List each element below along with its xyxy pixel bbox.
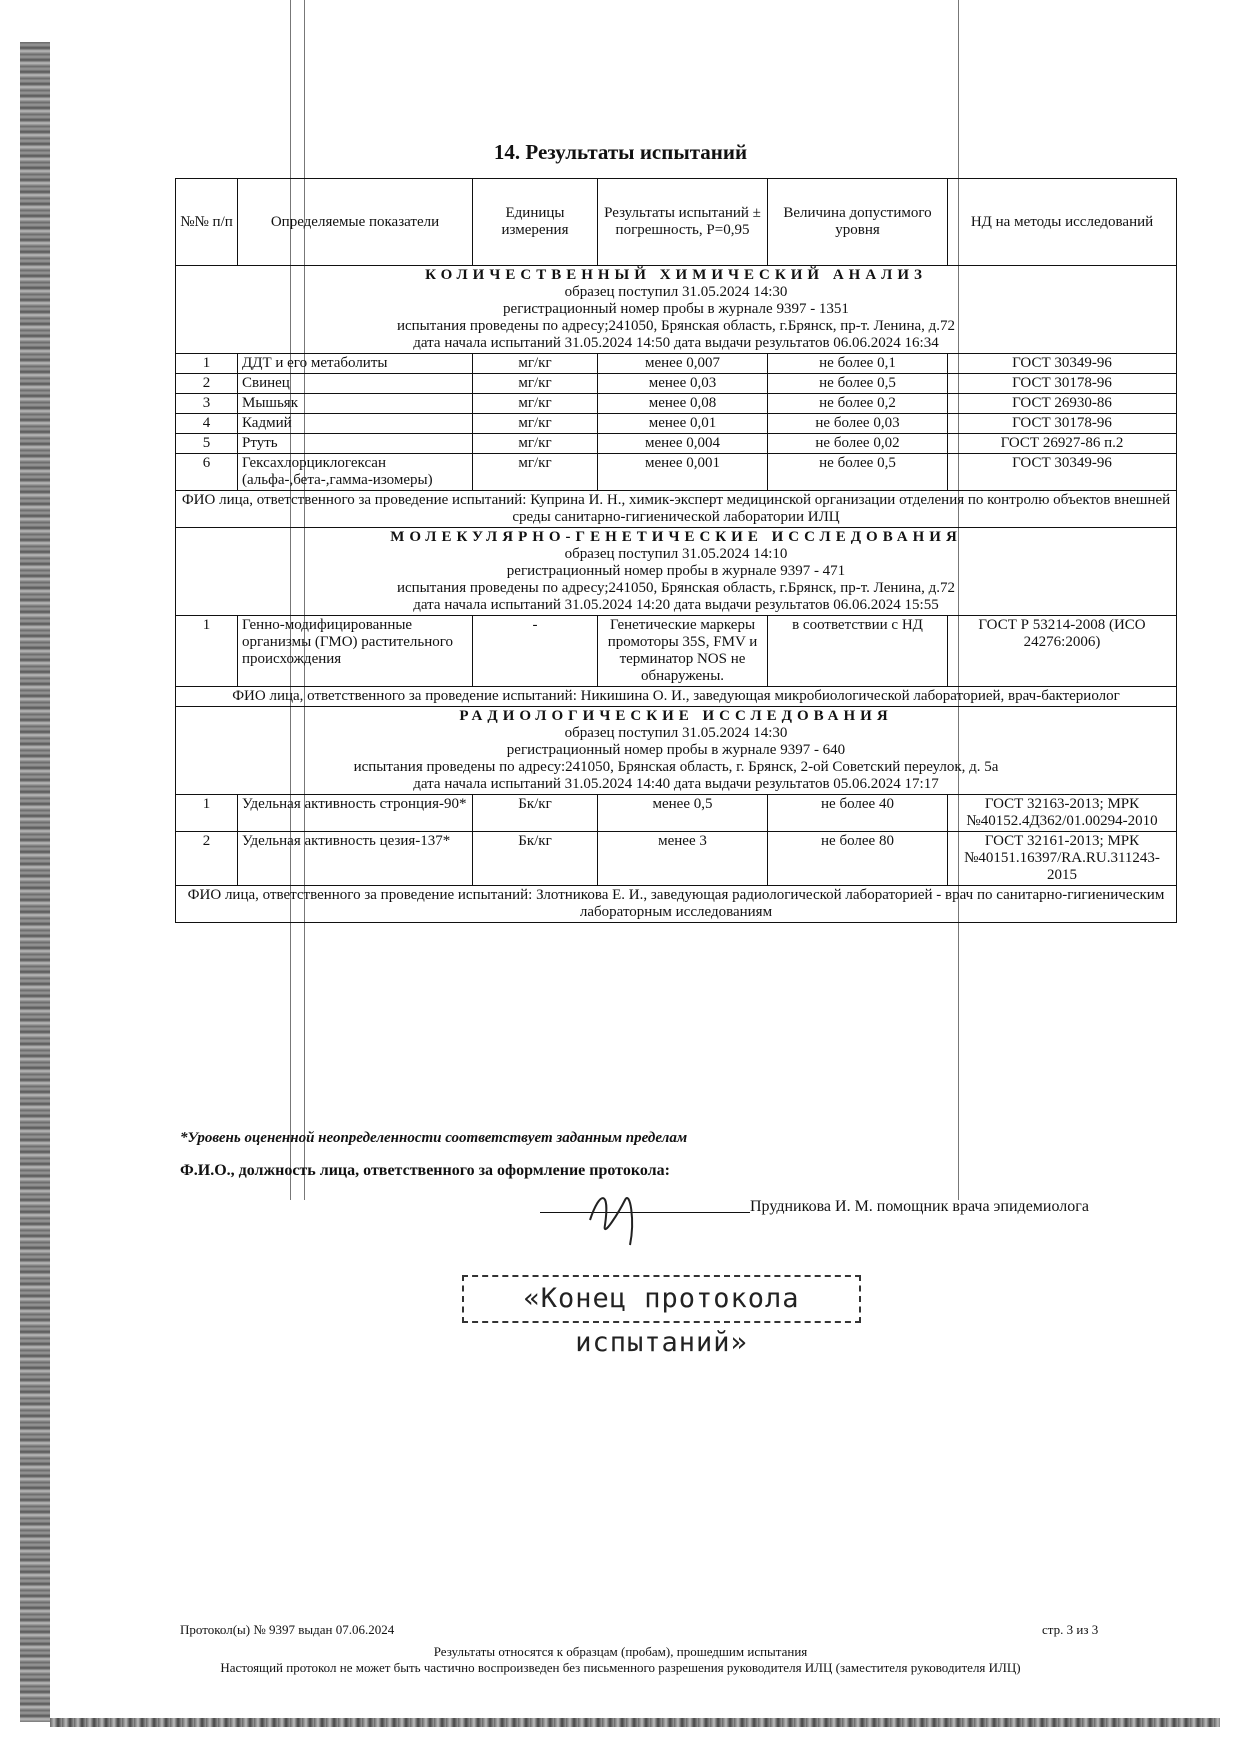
end-of-protocol-stamp: «Конец протокола испытаний» <box>462 1275 861 1323</box>
table-row <box>176 374 1177 394</box>
row-indicator: ДДТ и его метаболиты <box>238 354 473 374</box>
row-method: ГОСТ 30178-96 <box>948 414 1177 434</box>
row-indicator: Ртуть <box>238 434 473 454</box>
section-address: испытания проведены по адресу;241050, Брянская область, г.Брянск, пр-т. Ленина, д.72 <box>396 580 956 596</box>
footer-page-number: стр. 3 из 3 <box>1042 1622 1099 1637</box>
row-result: менее 0,03 <box>598 374 768 394</box>
table-body <box>176 266 1177 923</box>
row-number: 5 <box>176 434 238 454</box>
header-method: НД на методы исследований <box>948 179 1177 266</box>
table-row <box>176 832 1177 886</box>
row-unit: мг/кг <box>473 414 598 434</box>
section-reg-number: регистрационный номер пробы в журнале 9397 - 471 <box>506 563 846 579</box>
row-limit: не более 80 <box>768 832 948 886</box>
row-method: ГОСТ Р 53214-2008 (ИСО 24276:2006) <box>948 616 1177 687</box>
table-row <box>176 354 1177 374</box>
row-method: ГОСТ 26930-86 <box>948 394 1177 414</box>
header-num: №№ п/п <box>176 179 238 266</box>
section-header-cell <box>176 266 1177 354</box>
section-title: МОЛЕКУЛЯРНО-ГЕНЕТИЧЕСКИЕ ИССЛЕДОВАНИЯ <box>390 529 962 545</box>
section-header-row <box>176 707 1177 795</box>
row-method: ГОСТ 30349-96 <box>948 454 1177 491</box>
section-title: КОЛИЧЕСТВЕННЫЙ ХИМИЧЕСКИЙ АНАЛИЗ <box>425 267 927 283</box>
row-result: Генетические маркеры промоторы 35S, FMV и терминатор NOS не обнаружены. <box>598 616 768 687</box>
row-number: 1 <box>176 354 238 374</box>
uncertainty-footnote: *Уровень оцененной неопределенности соответствует заданным пределам <box>180 1130 688 1146</box>
row-result: менее 0,004 <box>598 434 768 454</box>
row-method: ГОСТ 32161-2013; МРК №40151.16397/RA.RU.311243-2015 <box>948 832 1177 886</box>
scan-edge-bottom <box>50 1718 1220 1727</box>
footer-note-results: Результаты относятся к образцам (пробам), прошедшим испытания <box>433 1644 808 1659</box>
section-address: испытания проведены по адресу:241050, Брянская область, г. Брянск, 2-ой Советский переулок, д. 5а <box>353 759 999 775</box>
table-row <box>176 414 1177 434</box>
section-address: испытания проведены по адресу;241050, Брянская область, г.Брянск, пр-т. Ленина, д.72 <box>396 318 956 334</box>
section-header-cell <box>176 707 1177 795</box>
row-unit: мг/кг <box>473 374 598 394</box>
section-title: РАДИОЛОГИЧЕСКИЕ ИССЛЕДОВАНИЯ <box>459 708 893 724</box>
row-result: менее 0,007 <box>598 354 768 374</box>
protocol-responsible-label: Ф.И.О., должность лица, ответственного за оформление протокола: <box>180 1162 670 1179</box>
row-limit: не более 0,1 <box>768 354 948 374</box>
responsible-row <box>176 687 1177 707</box>
row-limit: не более 0,02 <box>768 434 948 454</box>
section-received: образец поступил 31.05.2024 14:30 <box>564 284 788 300</box>
row-indicator: Удельная активность стронция-90* <box>238 795 473 832</box>
row-result: менее 0,5 <box>598 795 768 832</box>
row-method: ГОСТ 32163-2013; МРК №40152.4Д362/01.00294-2010 <box>948 795 1177 832</box>
row-limit: не более 0,03 <box>768 414 948 434</box>
row-limit: не более 0,2 <box>768 394 948 414</box>
signature-mark <box>580 1180 650 1250</box>
section-received: образец поступил 31.05.2024 14:10 <box>564 546 788 562</box>
responsible-text: ФИО лица, ответственного за проведение испытаний: Куприна И. Н., химик-эксперт медицинской организации отделения по контролю объектов внешней среды санитарно-гигиенической лаборатории ИЛЦ <box>176 491 1177 528</box>
row-indicator: Генно-модифицированные организмы (ГМО) растительного происхождения <box>238 616 473 687</box>
row-number: 2 <box>176 374 238 394</box>
table-row <box>176 434 1177 454</box>
header-indicator: Определяемые показатели <box>238 179 473 266</box>
section-received: образец поступил 31.05.2024 14:30 <box>564 725 788 741</box>
header-result: Результаты испытаний ± погрешность, Р=0,95 <box>598 179 768 266</box>
footer-note-reproduction: Настоящий протокол не может быть частично воспроизведен без письменного разрешения руководителя ИЛЦ (заместителя руководителя ИЛЦ) <box>220 1660 1021 1675</box>
row-indicator: Гексахлорциклогексан (альфа-,бета-,гамма-изомеры) <box>238 454 473 491</box>
scan-edge-left <box>20 42 50 1722</box>
header-units: Единицы измерения <box>473 179 598 266</box>
row-result: менее 0,01 <box>598 414 768 434</box>
section-header-cell <box>176 528 1177 616</box>
row-limit: не более 0,5 <box>768 374 948 394</box>
section-dates: дата начала испытаний 31.05.2024 14:20 дата выдачи результатов 06.06.2024 15:55 <box>413 597 939 613</box>
row-method: ГОСТ 30349-96 <box>948 354 1177 374</box>
row-unit: мг/кг <box>473 394 598 414</box>
row-unit: Бк/кг <box>473 795 598 832</box>
table-row <box>176 795 1177 832</box>
row-number: 6 <box>176 454 238 491</box>
section-dates: дата начала испытаний 31.05.2024 14:50 дата выдачи результатов 06.06.2024 16:34 <box>413 335 939 351</box>
responsible-row <box>176 491 1177 528</box>
row-method: ГОСТ 30178-96 <box>948 374 1177 394</box>
row-indicator: Кадмий <box>238 414 473 434</box>
responsible-text: ФИО лица, ответственного за проведение испытаний: Злотникова Е. И., заведующая радиологической лабораторией - врач по санитарно-гигиеническим лабораторным исследованиям <box>176 886 1177 923</box>
row-number: 1 <box>176 616 238 687</box>
section-reg-number: регистрационный номер пробы в журнале 9397 - 1351 <box>503 301 849 317</box>
row-unit: мг/кг <box>473 434 598 454</box>
row-number: 3 <box>176 394 238 414</box>
table-row <box>176 394 1177 414</box>
row-method: ГОСТ 26927-86 п.2 <box>948 434 1177 454</box>
results-table <box>175 178 1177 923</box>
row-result: менее 0,08 <box>598 394 768 414</box>
row-indicator: Мышьяк <box>238 394 473 414</box>
header-limit: Величина допустимого уровня <box>768 179 948 266</box>
section-header-row <box>176 266 1177 354</box>
responsible-row <box>176 886 1177 923</box>
table-header-row <box>176 179 1177 266</box>
row-indicator: Свинец <box>238 374 473 394</box>
row-number: 4 <box>176 414 238 434</box>
row-result: менее 0,001 <box>598 454 768 491</box>
section-dates: дата начала испытаний 31.05.2024 14:40 дата выдачи результатов 05.06.2024 17:17 <box>413 776 939 792</box>
row-unit: мг/кг <box>473 454 598 491</box>
section-reg-number: регистрационный номер пробы в журнале 9397 - 640 <box>506 742 846 758</box>
row-result: менее 3 <box>598 832 768 886</box>
row-number: 2 <box>176 832 238 886</box>
row-limit: не более 0,5 <box>768 454 948 491</box>
table-row <box>176 454 1177 491</box>
table-row <box>176 616 1177 687</box>
row-indicator: Удельная активность цезия-137* <box>238 832 473 886</box>
responsible-text: ФИО лица, ответственного за проведение испытаний: Никишина О. И., заведующая микробиологической лабораторией, врач-бактериолог <box>176 687 1177 707</box>
signer-name: Прудникова И. М. помощник врача эпидемиолога <box>750 1198 1089 1215</box>
row-number: 1 <box>176 795 238 832</box>
row-unit: мг/кг <box>473 354 598 374</box>
page-title: 14. Результаты испытаний <box>493 140 748 164</box>
row-unit: - <box>473 616 598 687</box>
row-limit: не более 40 <box>768 795 948 832</box>
row-limit: в соответствии с НД <box>768 616 948 687</box>
section-header-row <box>176 528 1177 616</box>
footer-protocol-number: Протокол(ы) № 9397 выдан 07.06.2024 <box>180 1622 395 1637</box>
row-unit: Бк/кг <box>473 832 598 886</box>
